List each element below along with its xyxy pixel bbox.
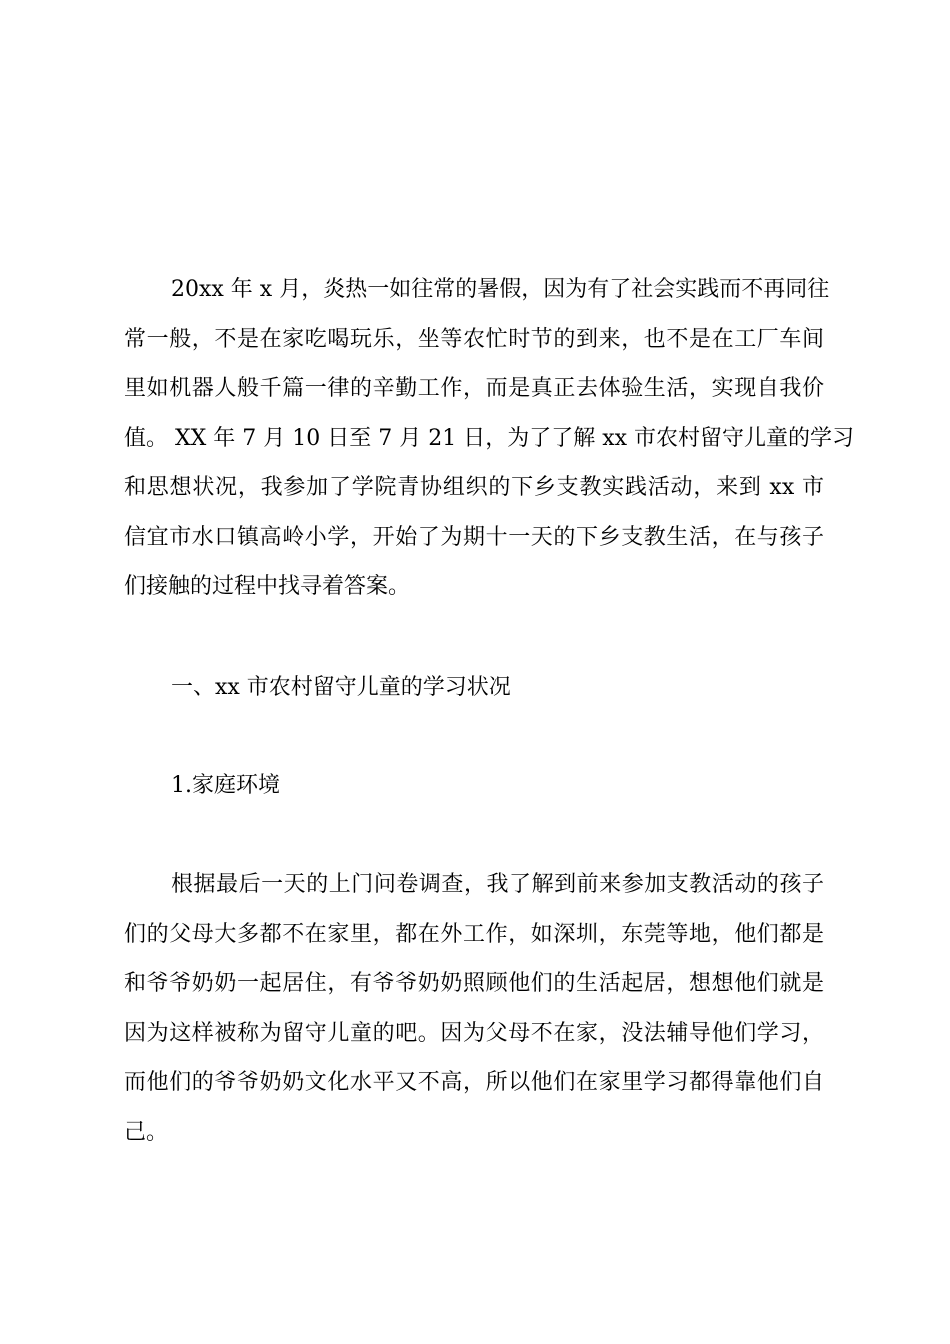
paragraph-2-line-2: 们的父母大多都不在家里，都在外工作，如深圳，东莞等地，他们都是 xyxy=(124,922,824,947)
paragraph-1-line-6: 信宜市水口镇高岭小学，开始了为期十一天的下乡支教生活，在与孩子 xyxy=(124,525,824,550)
subsection-heading: 1.家庭环境 xyxy=(171,773,280,798)
paragraph-1-line-2: 常一般，不是在家吃喝玩乐，坐等农忙时节的到来，也不是在工厂车间 xyxy=(124,327,824,352)
paragraph-1-line-7: 们接触的过程中找寻着答案。 xyxy=(124,574,411,599)
paragraph-2-line-4: 因为这样被称为留守儿童的吧。因为父母不在家，没法辅导他们学习， xyxy=(124,1021,824,1046)
paragraph-1-line-1: 20xx 年 x 月，炎热一如往常的暑假，因为有了社会实践而不再同往 xyxy=(171,277,830,302)
paragraph-2-line-6: 己。 xyxy=(124,1120,169,1145)
paragraph-1-line-5: 和思想状况，我参加了学院青协组织的下乡支教实践活动，来到 xx 市 xyxy=(124,475,824,500)
paragraph-2-line-5: 而他们的爷爷奶奶文化水平又不高，所以他们在家里学习都得靠他们自 xyxy=(124,1070,824,1095)
section-heading: 一、xx 市农村留守儿童的学习状况 xyxy=(171,675,511,700)
paragraph-2-line-1: 根据最后一天的上门问卷调查，我了解到前来参加支教活动的孩子 xyxy=(171,872,824,897)
paragraph-1-line-3: 里如机器人般千篇一律的辛勤工作，而是真正去体验生活，实现自我价 xyxy=(124,376,824,401)
paragraph-1-line-4: 值。 XX 年 7 月 10 日至 7 月 21 日，为了了解 xx 市农村留守儿童的学习 xyxy=(124,426,855,451)
paragraph-2-line-3: 和爷爷奶奶一起居住，有爷爷奶奶照顾他们的生活起居，想想他们就是 xyxy=(124,971,824,996)
